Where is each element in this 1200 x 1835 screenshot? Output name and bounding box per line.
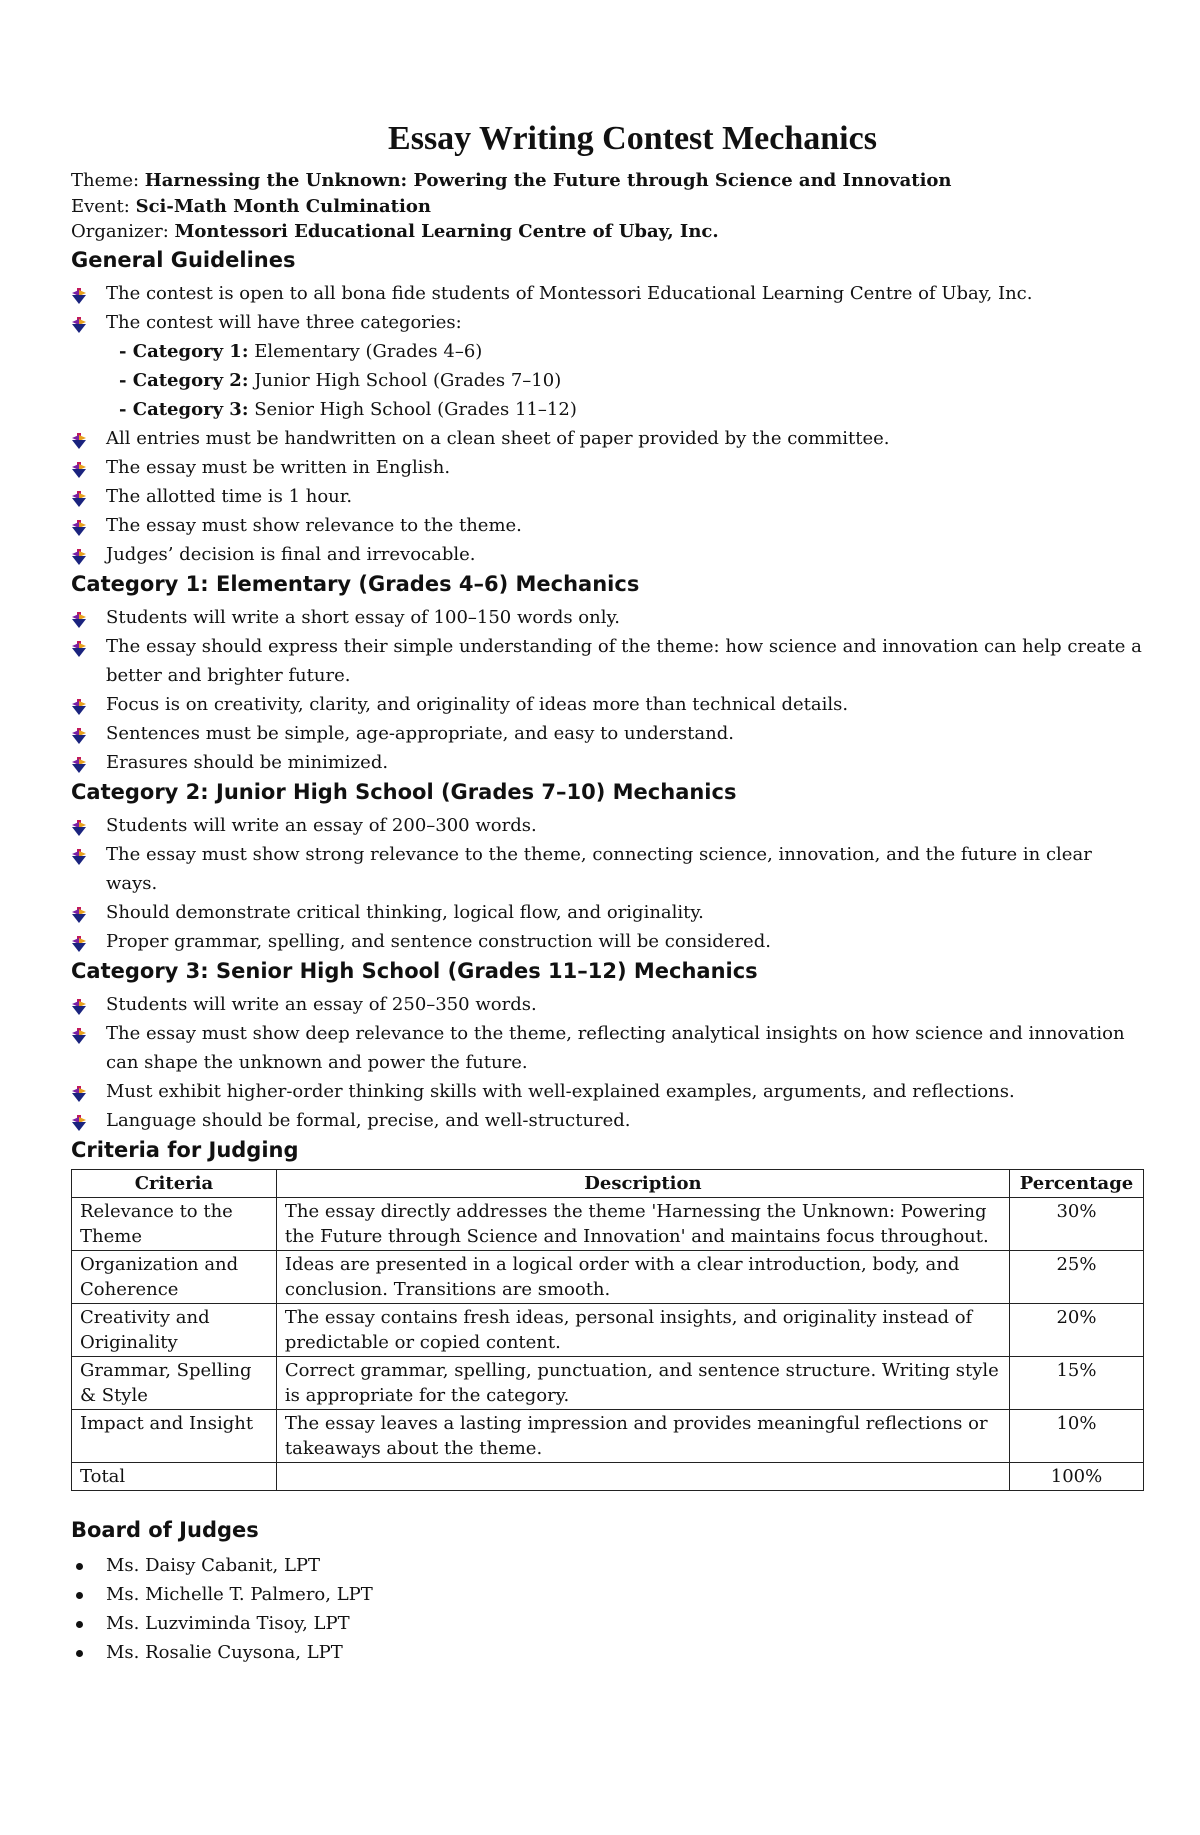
percentage-cell: 20% — [1009, 1303, 1143, 1356]
criteria-cell: Grammar, Spelling & Style — [72, 1356, 277, 1409]
judges-list — [71, 1551, 1144, 1667]
description-cell: Correct grammar, spelling, punctuation, and sentence structure. Writing style is appropriate for the category. — [276, 1356, 1009, 1409]
table-row — [72, 1409, 1144, 1462]
list-item: Ms. Michelle T. Palmero, LPT — [71, 1580, 1144, 1609]
meta-block — [71, 168, 1144, 245]
list-item: Focus is on creativity, clarity, and originality of ideas more than technical details. — [71, 690, 1144, 719]
criteria-cell: Impact and Insight — [72, 1409, 277, 1462]
arrow-bullet-icon — [71, 609, 87, 626]
list-item: Judges’ decision is final and irrevocable. — [71, 540, 1144, 569]
list-item: Ms. Luzviminda Tisoy, LPT — [71, 1609, 1144, 1638]
category-subitem: - Category 1: Elementary (Grades 4–6) — [119, 340, 483, 362]
bullet-dot-icon — [76, 1563, 83, 1570]
table-row — [72, 1250, 1144, 1303]
arrow-bullet-icon — [71, 314, 87, 331]
arrow-bullet-icon — [71, 1083, 87, 1100]
arrow-bullet-icon — [71, 517, 87, 534]
meta-theme: Theme: Harnessing the Unknown: Powering the Future through Science and Innovation — [71, 170, 952, 191]
table-total-row — [72, 1462, 1144, 1490]
arrow-bullet-icon — [71, 996, 87, 1013]
arrow-bullet-icon — [71, 488, 87, 505]
list-item: The essay must show deep relevance to the theme, reflecting analytical insights on how science and innovation can shape the unknown and power the future. — [71, 1019, 1144, 1077]
list-item: Language should be formal, precise, and well-structured. — [71, 1106, 1144, 1135]
category-2-heading: Category 2: Junior High School (Grades 7–10) Mechanics — [71, 779, 737, 804]
list-item: Proper grammar, spelling, and sentence construction will be considered. — [71, 927, 1144, 956]
criteria-heading: Criteria for Judging — [71, 1137, 299, 1162]
table-row — [72, 1303, 1144, 1356]
list-item: The contest is open to all bona fide students of Montessori Educational Learning Centre of Ubay, Inc. — [71, 279, 1144, 308]
arrow-bullet-icon — [71, 933, 87, 950]
arrow-bullet-icon — [71, 725, 87, 742]
column-header-percentage: Percentage — [1009, 1169, 1143, 1197]
category-1-list — [71, 603, 1144, 777]
list-item: The essay must be written in English. — [71, 453, 1144, 482]
board-of-judges-heading: Board of Judges — [71, 1517, 259, 1542]
meta-event: Event: Sci-Math Month Culmination — [71, 195, 431, 217]
criteria-cell: Creativity and Originality — [72, 1303, 277, 1356]
description-cell: Ideas are presented in a logical order with a clear introduction, body, and conclusion. Transitions are smooth. — [276, 1250, 1009, 1303]
table-row — [72, 1356, 1144, 1409]
criteria-table — [71, 1169, 1144, 1491]
percentage-cell: 10% — [1009, 1409, 1143, 1462]
criteria-cell: Relevance to the Theme — [72, 1197, 277, 1250]
percentage-cell: 30% — [1009, 1197, 1143, 1250]
bullet-dot-icon — [76, 1650, 83, 1657]
total-label-cell: Total — [72, 1462, 277, 1490]
list-item: The allotted time is 1 hour. — [71, 482, 1144, 511]
arrow-bullet-icon — [71, 754, 87, 771]
list-item: All entries must be handwritten on a clean sheet of paper provided by the committee. — [71, 424, 1144, 453]
total-description-cell — [276, 1462, 1009, 1490]
table-row — [72, 1197, 1144, 1250]
percentage-cell: 15% — [1009, 1356, 1143, 1409]
arrow-bullet-icon — [71, 1025, 87, 1042]
column-header-description: Description — [276, 1169, 1009, 1197]
list-item: Students will write an essay of 250–350 words. — [71, 990, 1144, 1019]
bullet-dot-icon — [76, 1621, 83, 1628]
general-guidelines-heading: General Guidelines — [71, 247, 296, 272]
list-item: Ms. Rosalie Cuysona, LPT — [71, 1638, 1144, 1667]
page-title: Essay Writing Contest Mechanics — [388, 120, 877, 157]
description-cell: The essay leaves a lasting impression and provides meaningful reflections or takeaways about the theme. — [276, 1409, 1009, 1462]
list-item: The essay must show strong relevance to the theme, connecting science, innovation, and the future in clear ways. — [71, 840, 1144, 898]
category-1-heading: Category 1: Elementary (Grades 4–6) Mechanics — [71, 571, 640, 596]
arrow-bullet-icon — [71, 696, 87, 713]
arrow-bullet-icon — [71, 285, 87, 302]
general-guidelines-list-rest — [71, 424, 1144, 569]
arrow-bullet-icon — [71, 1112, 87, 1129]
column-header-criteria: Criteria — [72, 1169, 277, 1197]
arrow-bullet-icon — [71, 546, 87, 563]
category-3-list — [71, 990, 1144, 1135]
arrow-bullet-icon — [71, 459, 87, 476]
list-item: Students will write a short essay of 100–150 words only. — [71, 603, 1144, 632]
arrow-bullet-icon — [71, 430, 87, 447]
category-subitem: - Category 3: Senior High School (Grades 11–12) — [119, 398, 577, 420]
list-item: Erasures should be minimized. — [71, 748, 1144, 777]
list-item: Students will write an essay of 200–300 words. — [71, 811, 1144, 840]
list-item: The essay must show relevance to the theme. — [71, 511, 1144, 540]
category-3-heading: Category 3: Senior High School (Grades 11–12) Mechanics — [71, 958, 758, 983]
total-percentage-cell: 100% — [1009, 1462, 1143, 1490]
percentage-cell: 25% — [1009, 1250, 1143, 1303]
list-item: Sentences must be simple, age-appropriate, and easy to understand. — [71, 719, 1144, 748]
meta-organizer: Organizer: Montessori Educational Learning Centre of Ubay, Inc. — [71, 221, 719, 242]
general-guidelines-list — [71, 279, 1144, 337]
table-header-row — [72, 1169, 1144, 1197]
category-subitem: - Category 2: Junior High School (Grades 7–10) — [119, 369, 562, 391]
bullet-dot-icon — [76, 1592, 83, 1599]
list-item: Should demonstrate critical thinking, logical flow, and originality. — [71, 898, 1144, 927]
description-cell: The essay directly addresses the theme 'Harnessing the Unknown: Powering the Future through Science and Innovation' and maintains focus throughout. — [276, 1197, 1009, 1250]
list-item: The contest will have three categories: — [71, 308, 1144, 337]
list-item: Must exhibit higher-order thinking skills with well-explained examples, arguments, and reflections. — [71, 1077, 1144, 1106]
description-cell: The essay contains fresh ideas, personal insights, and originality instead of predictable or copied content. — [276, 1303, 1009, 1356]
list-item: Ms. Daisy Cabanit, LPT — [71, 1551, 1144, 1580]
category-2-list — [71, 811, 1144, 956]
arrow-bullet-icon — [71, 817, 87, 834]
arrow-bullet-icon — [71, 904, 87, 921]
list-item: The essay should express their simple understanding of the theme: how science and innovation can help create a better and brighter future. — [71, 632, 1144, 690]
criteria-cell: Organization and Coherence — [72, 1250, 277, 1303]
arrow-bullet-icon — [71, 638, 87, 655]
arrow-bullet-icon — [71, 846, 87, 863]
